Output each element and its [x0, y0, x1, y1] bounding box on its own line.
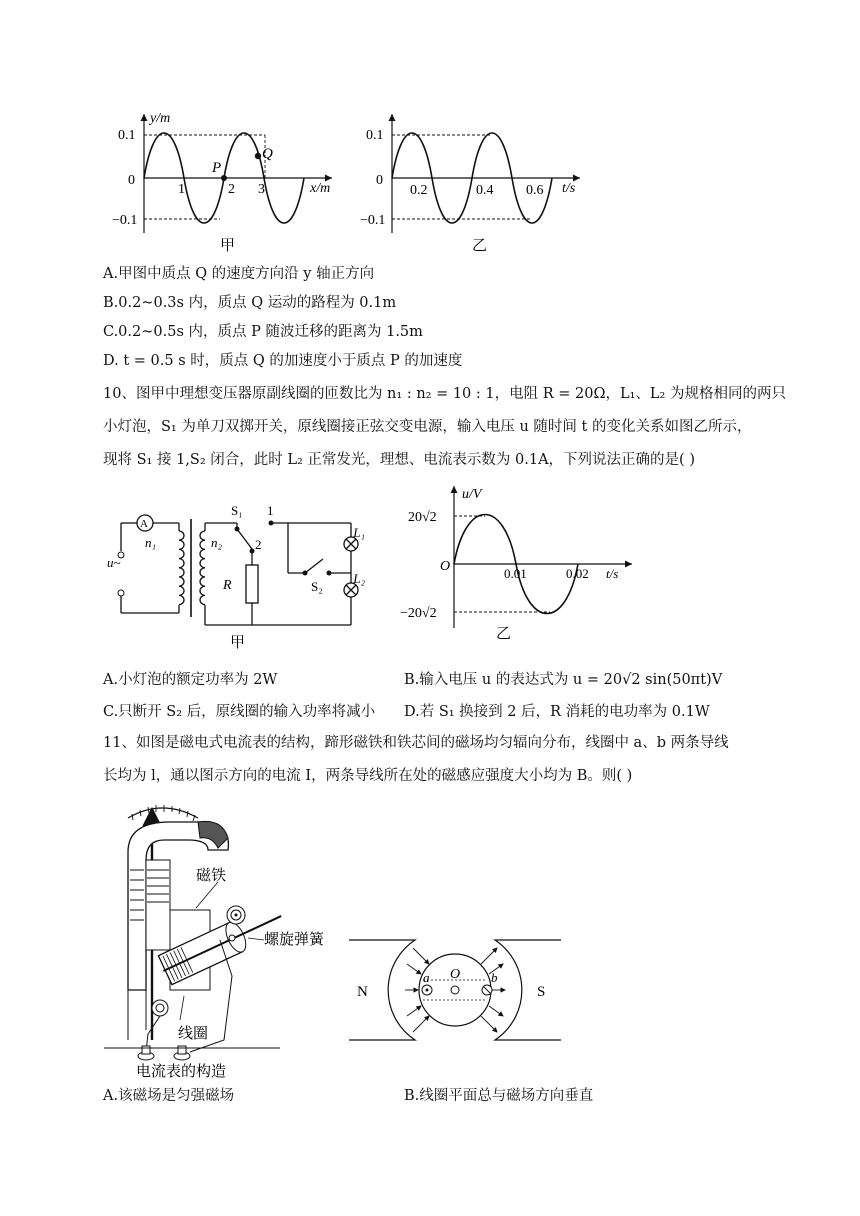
source-label: u~ — [107, 555, 121, 570]
n2-label: n₂ — [211, 535, 223, 550]
y-axis-label: y/m — [150, 111, 171, 126]
x-axis-label: t/s — [562, 181, 576, 196]
x-tick-1: 1 — [178, 182, 185, 197]
conductor-b-label: b — [491, 970, 498, 985]
terminal-1-label: 1 — [267, 503, 274, 518]
l2-label: L₂ — [353, 571, 365, 586]
y-axis-label: u/V — [462, 487, 482, 502]
l1-label: L₁ — [353, 525, 365, 540]
y-tick-max: 0.1 — [118, 128, 136, 143]
q11-stem-line-1: 11、如图是磁电式电流表的结构，蹄形磁铁和铁芯间的磁场均匀辐向分布，线圈中 a、b 两条导线 — [103, 735, 729, 751]
x-axis-label: x/m — [310, 181, 331, 196]
y-tick-zero: 0 — [128, 173, 135, 188]
caption-yi: 乙 — [496, 626, 512, 642]
q9-option-a: A.甲图中质点 Q 的速度方向沿 y 轴正方向 — [103, 266, 375, 282]
y-tick-min: −0.1 — [360, 213, 386, 228]
wave-graph-jia — [100, 108, 350, 258]
y-min-label: −20√2 — [400, 606, 437, 621]
y-max-label: 20√2 — [408, 510, 437, 525]
coil-label: 线圈 — [178, 1026, 209, 1042]
galvanometer-structure — [100, 790, 360, 1080]
q9-option-b: B.0.2~0.3s 内，质点 Q 运动的路程为 0.1m — [103, 295, 397, 311]
q10-option-d: D.若 S₁ 换接到 2 后，R 消耗的电功率为 0.1W — [404, 704, 710, 720]
n1-label: n₁ — [145, 535, 157, 550]
south-pole-label: S — [537, 984, 546, 1000]
q10-option-a: A.小灯泡的额定功率为 2W — [103, 672, 278, 688]
s1-label: S₁ — [231, 503, 243, 518]
transformer-circuit — [105, 495, 365, 655]
x-axis-label: t/s — [606, 566, 619, 581]
magnet-label: 磁铁 — [196, 868, 227, 884]
spring-label: 螺旋弹簧 — [264, 932, 325, 948]
y-tick-max: 0.1 — [366, 128, 384, 143]
x-tick-06: 0.6 — [526, 183, 544, 198]
point-q — [255, 153, 261, 159]
terminal-2-label: 2 — [255, 537, 262, 552]
caption-yi: 乙 — [472, 238, 488, 254]
q10-stem-line-1: 10、图甲中理想变压器原副线圈的匝数比为 n₁ : n₂ = 10 : 1，电阻 R = 20Ω，L₁、L₂ 为规格相同的两只 — [103, 386, 786, 402]
caption-jia: 甲 — [230, 635, 246, 651]
q11-stem-line-2: 长均为 l，通以图示方向的电流 I，两条导线所在处的磁感应强度大小均为 B。则( ) — [103, 768, 633, 784]
y-tick-zero: 0 — [376, 173, 383, 188]
label-p: P — [212, 160, 222, 176]
y-tick-min: −0.1 — [112, 213, 138, 228]
point-p — [221, 175, 227, 181]
s2-label: S₂ — [311, 579, 323, 594]
center-label: O — [450, 967, 461, 982]
conductor-a-label: a — [423, 970, 430, 985]
q11-option-a: A.该磁场是匀强磁场 — [103, 1088, 235, 1104]
x-tick-3: 3 — [258, 182, 265, 197]
x-tick-002: 0.02 — [566, 566, 589, 581]
origin-label: O — [440, 559, 451, 574]
vibration-graph-yi — [340, 108, 590, 258]
x-tick-001: 0.01 — [504, 566, 527, 581]
caption-jia: 甲 — [220, 238, 236, 254]
q11-option-b: B.线圈平面总与磁场方向垂直 — [404, 1088, 594, 1104]
x-tick-02: 0.2 — [410, 183, 428, 198]
voltage-graph — [400, 478, 640, 643]
label-q: Q — [262, 146, 273, 162]
resistor-label: R — [223, 578, 232, 593]
q9-option-d: D. t = 0.5 s 时，质点 Q 的加速度小于质点 P 的加速度 — [103, 353, 463, 369]
q10-stem-line-3: 现将 S₁ 接 1,S₂ 闭合，此时 L₂ 正常发光，理想、电流表示数为 0.1A，下列说法正确的是( ) — [103, 452, 695, 468]
meter-caption: 电流表的构造 — [136, 1064, 227, 1080]
q9-option-c: C.0.2~0.5s 内，质点 P 随波迁移的距离为 1.5m — [103, 324, 423, 340]
q10-stem-line-2: 小灯泡，S₁ 为单刀双掷开关，原线圈接正弦交变电源，输入电压 u 随时间 t 的变化关系如图乙所示， — [103, 419, 752, 435]
ammeter-label: A — [140, 518, 148, 530]
x-tick-04: 0.4 — [476, 183, 494, 198]
radial-field-diagram — [345, 930, 565, 1050]
north-pole-label: N — [357, 984, 368, 1000]
q10-option-c: C.只断开 S₂ 后，原线圈的输入功率将减小 — [103, 704, 376, 720]
x-tick-2: 2 — [228, 182, 235, 197]
q10-option-b: B.输入电压 u 的表达式为 u = 20√2 sin(50πt)V — [404, 672, 723, 688]
